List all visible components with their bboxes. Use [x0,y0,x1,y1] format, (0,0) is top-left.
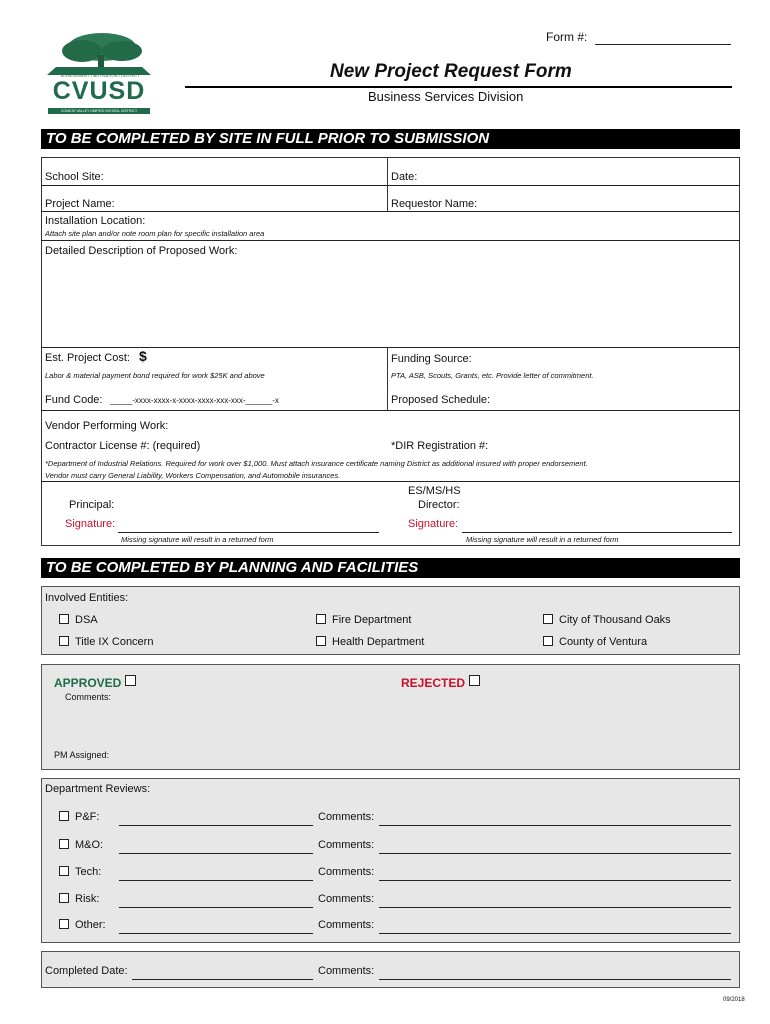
approval-box [41,664,740,770]
review-other[interactable]: Other: [59,919,106,931]
checkbox-icon[interactable] [59,919,69,929]
checkbox-icon[interactable] [543,636,553,646]
review-risk-comments: Comments: [318,893,375,905]
review-other-comments: Comments: [318,919,375,931]
approved-label: APPROVED [54,676,122,690]
review-pf-comments-line[interactable] [379,825,731,826]
review-mo-comments-line[interactable] [379,853,731,854]
director-label-1: ES/MS/HS [408,485,461,497]
form-number-label: Form #: [546,30,588,44]
principal-missing-note: Missing signature will result in a returned form [121,535,274,544]
checkbox-icon[interactable] [316,614,326,624]
dir-registration-field[interactable]: *DIR Registration #: [391,440,489,452]
project-name-field[interactable]: Project Name: [45,198,115,210]
checkbox-icon[interactable] [59,636,69,646]
review-risk[interactable]: Risk: [59,893,99,905]
form-number-field[interactable] [595,44,731,45]
facilities-section-heading: TO BE COMPLETED BY PLANNING AND FACILITIES [41,558,740,578]
fund-code-field[interactable]: _____-xxxx-xxxx-x-xxxx-xxxx-xxx-xxx-______-x [110,396,279,405]
department-reviews-label: Department Reviews: [45,783,151,795]
funding-note: PTA, ASB, Scouts, Grants, etc. Provide letter of commitment. [391,371,594,380]
principal-label: Principal: [69,499,115,511]
involved-entities-label: Involved Entities: [45,592,129,604]
revision-date: 09/2018 [723,997,745,1003]
rejected-label: REJECTED [401,676,466,690]
cvusd-logo [46,31,152,117]
completed-date-label: Completed Date: [45,965,128,977]
approved-checkbox[interactable] [125,675,136,686]
review-pf-comments: Comments: [318,811,375,823]
est-cost-field[interactable]: Est. Project Cost: [45,352,130,364]
review-risk-comments-line[interactable] [379,907,731,908]
review-mo-line[interactable] [119,853,313,854]
review-risk-line[interactable] [119,907,313,908]
site-section-heading: TO BE COMPLETED BY SITE IN FULL PRIOR TO SUBMISSION [41,129,740,149]
completed-date-line[interactable] [132,979,313,980]
director-label-2: Director: [418,499,460,511]
description-field[interactable]: Detailed Description of Proposed Work: [45,245,238,257]
review-pf[interactable]: P&F: [59,811,99,823]
completion-box [41,951,740,988]
checkbox-icon[interactable] [59,866,69,876]
vendor-field[interactable]: Vendor Performing Work: [45,420,169,432]
dollar-sign: $ [139,348,147,364]
review-other-comments-line[interactable] [379,933,731,934]
approval-comments-field[interactable]: Comments: [65,692,112,702]
title-rule [185,86,732,88]
entity-title-ix[interactable]: Title IX Concern [59,636,153,648]
review-mo-comments: Comments: [318,839,375,851]
checkbox-icon[interactable] [543,614,553,624]
entity-dsa[interactable]: DSA [59,614,98,626]
logo-text: CVUSD [52,77,146,105]
installation-note: Attach site plan and/or note room plan for specific installation area [45,229,265,238]
director-signature-line[interactable] [462,532,732,533]
school-site-field[interactable]: School Site: [45,171,104,183]
director-missing-note: Missing signature will result in a returned form [466,535,619,544]
proposed-schedule-field[interactable]: Proposed Schedule: [391,394,491,406]
review-other-line[interactable] [119,933,313,934]
review-tech[interactable]: Tech: [59,866,101,878]
director-signature-label: Signature: [408,518,459,530]
dir-note-2: Vendor must carry General Liability, Workers Compensation, and Automobile insurances. [45,471,341,480]
final-comments-line[interactable] [379,979,731,980]
principal-signature-label: Signature: [65,518,116,530]
checkbox-icon[interactable] [59,811,69,821]
funding-source-field[interactable]: Funding Source: [391,353,472,365]
contractor-license-field[interactable]: Contractor License #: (required) [45,440,201,452]
bond-note: Labor & material payment bond required for work $25K and above [45,371,265,380]
pm-assigned-field[interactable]: PM Assigned: [54,750,110,760]
checkbox-icon[interactable] [316,636,326,646]
review-tech-comments: Comments: [318,866,375,878]
logo-subtext: CONEJO VALLEY UNIFIED SCHOOL DISTRICT [48,108,150,114]
principal-signature-line[interactable] [118,532,379,533]
review-mo[interactable]: M&O: [59,839,103,851]
review-pf-line[interactable] [119,825,313,826]
installation-location-field[interactable]: Installation Location: [45,215,146,227]
page-subtitle: Business Services Division [368,89,524,104]
department-reviews-box [41,778,740,943]
final-comments-label: Comments: [318,965,375,977]
date-field[interactable]: Date: [391,171,418,183]
fund-code-label: Fund Code: [45,394,103,406]
logo-tagline: ACHIEVEMENT • MOTIVATION • DISTRICT [60,73,140,78]
checkbox-icon[interactable] [59,893,69,903]
page-title: New Project Request Form [330,61,572,82]
checkbox-icon[interactable] [59,614,69,624]
entity-city-thousand-oaks[interactable]: City of Thousand Oaks [543,614,671,626]
entity-fire-department[interactable]: Fire Department [316,614,411,626]
checkbox-icon[interactable] [59,839,69,849]
entity-health-department[interactable]: Health Department [316,636,424,648]
review-tech-comments-line[interactable] [379,880,731,881]
review-tech-line[interactable] [119,880,313,881]
dir-note-1: *Department of Industrial Relations. Required for work over $1,000. Must attach insurance certificate naming District as additional insured with proper endorsement. [45,459,588,468]
requestor-name-field[interactable]: Requestor Name: [391,198,478,210]
rejected-checkbox[interactable] [469,675,480,686]
entity-county-ventura[interactable]: County of Ventura [543,636,647,648]
